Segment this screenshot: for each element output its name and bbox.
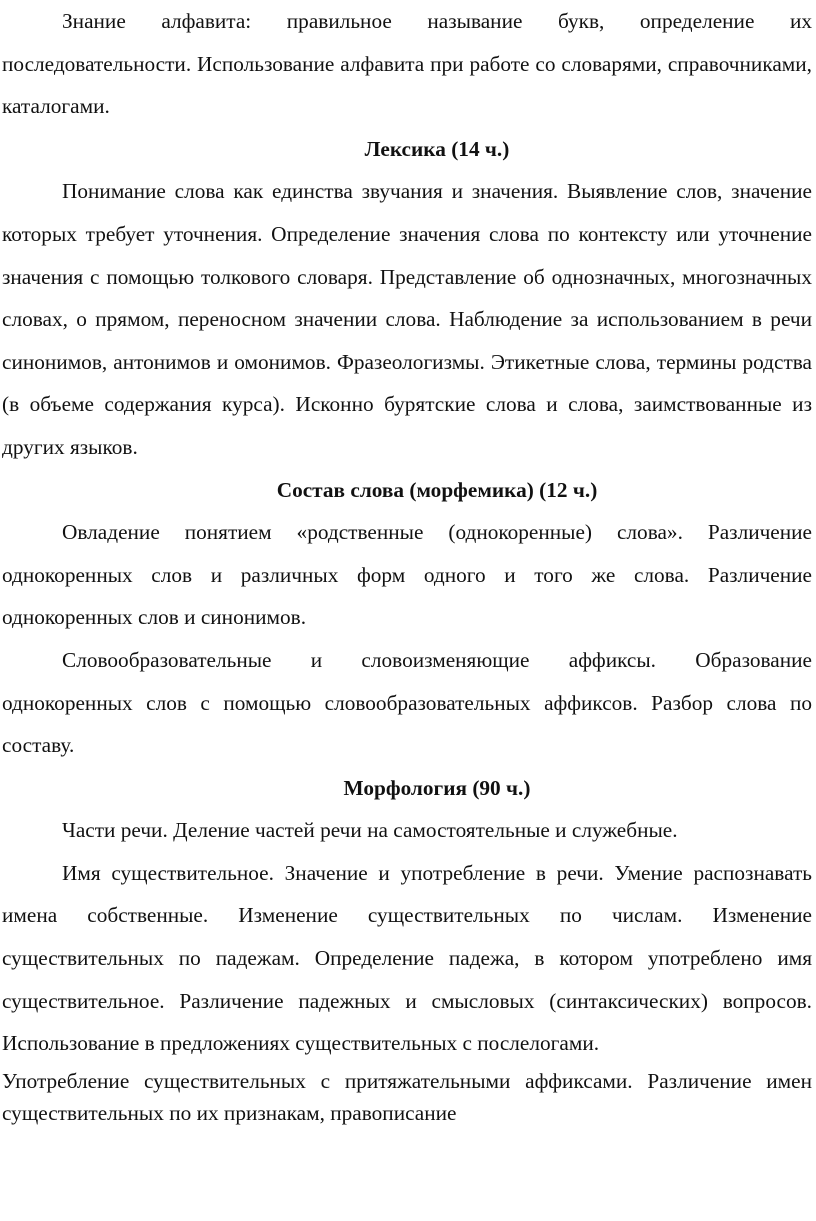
paragraph-parts-of-speech: Части речи. Деление частей речи на самостоятельные и служебные. — [62, 818, 678, 843]
paragraph-noun: Имя существительное. Значение и употребление в речи. Умение распознавать имена собственные. Изменение существительных по числам. Изменение существительных по падежам. Определение падежа, в котором употреблено имя существительное. Различение падежных и смысловых (синтаксических) вопросов. Использование в предложениях существительных с послелогами. — [2, 860, 812, 1056]
heading-lexicon: Лексика (14 ч.) — [364, 136, 510, 161]
heading-word-structure: Состав слова (морфемика) (12 ч.) — [276, 477, 598, 502]
paragraph-possessive-affixes: Употребление существительных с притяжательными аффиксами. Различение имен существительных по их признакам, правописание — [2, 1068, 812, 1125]
paragraph-related-words: Овладение понятием «родственные (однокоренные) слова». Различение однокоренных слов и различных форм одного и того же слова. Различение однокоренных слов и синонимов. — [2, 520, 812, 630]
heading-morphology: Морфология (90 ч.) — [343, 775, 531, 800]
paragraph-lexicon: Понимание слова как единства звучания и значения. Выявление слов, значение которых требует уточнения. Определение значения слова по контексту или уточнение значения с помощью толкового словаря. Представление об однозначных, многозначных словах, о прямом, переносном значении слова. Наблюдение за использованием в речи синонимов, антонимов и омонимов. Фразеологизмы. Этикетные слова, термины родства (в объеме содержания курса). Исконно бурятские слова и слова, заимствованные из других языков. — [2, 179, 812, 459]
paragraph-affixes: Словообразовательные и словоизменяющие аффиксы. Образование однокоренных слов с помощью словообразовательных аффиксов. Разбор слова по составу. — [2, 647, 812, 758]
paragraph-alphabet: Знание алфавита: правильное называние букв, определение их последовательности. Использование алфавита при работе со словарями, справочниками, каталогами. — [2, 9, 812, 119]
